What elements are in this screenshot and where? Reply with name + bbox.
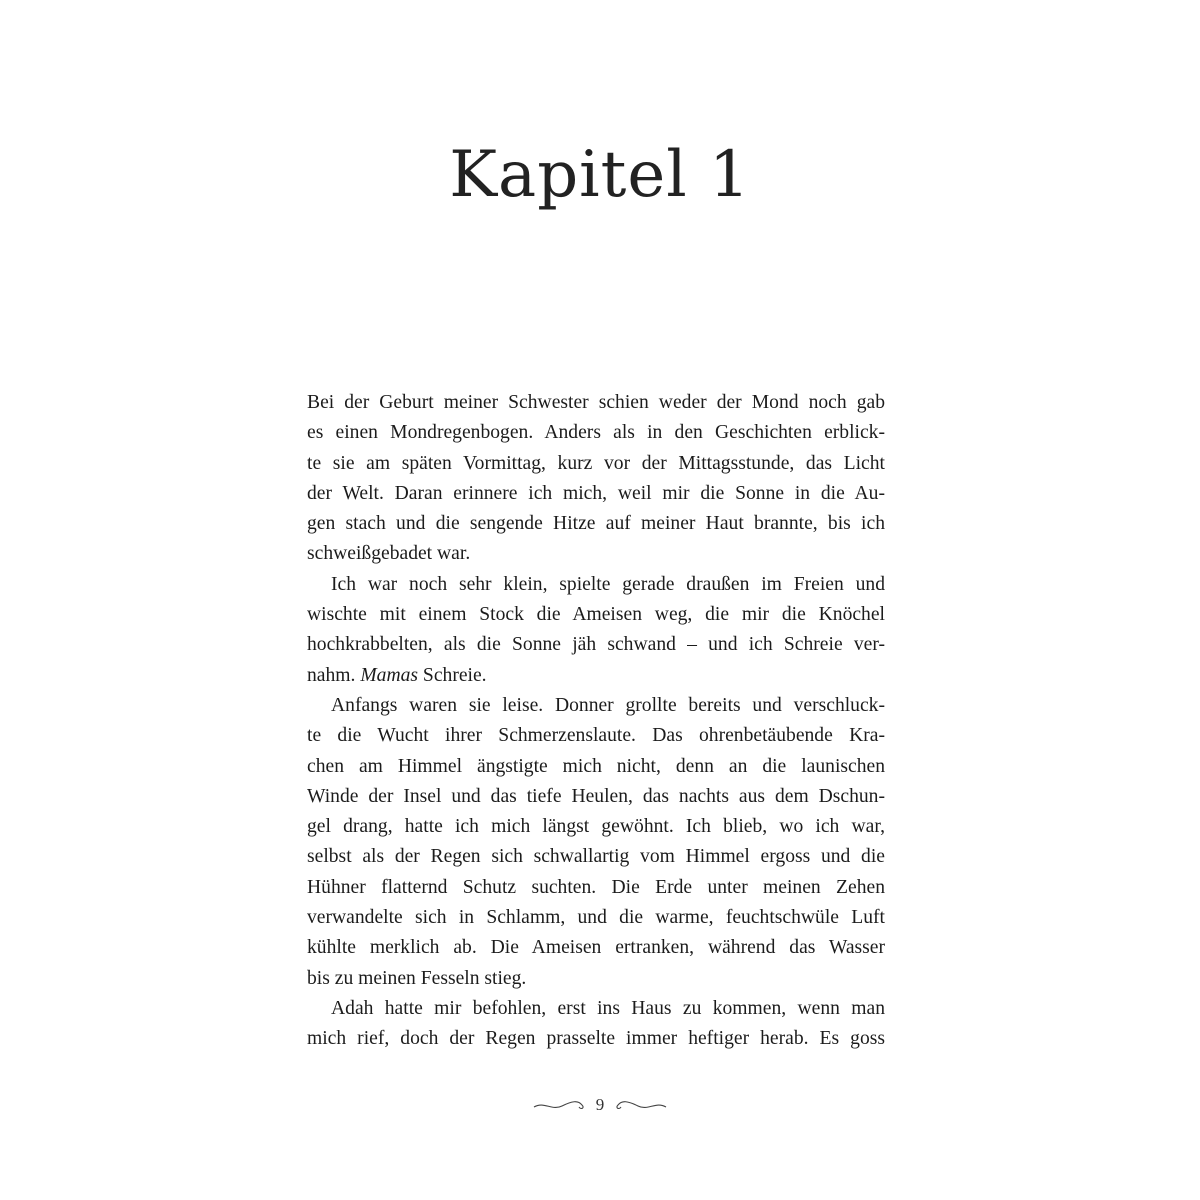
text-line: mich rief, doch der Regen prasselte immer heftiger herab. Es goss (307, 1028, 885, 1050)
text-fragment: nahm. (307, 664, 361, 686)
text-line (307, 661, 885, 691)
text-line: Hühner flatternd Schutz suchten. Die Erde unter meinen Zehen (307, 876, 885, 898)
text-line: verwandelte sich in Schlamm, und die warme, feuchtschwüle Luft (307, 907, 885, 929)
text-line: Bei der Geburt meiner Schwester schien weder der Mond noch gab (307, 392, 885, 413)
text-fragment: Schreie. (418, 664, 487, 686)
text-line: gen stach und die sengende Hitze auf meiner Haut brannte, bis ich (307, 513, 885, 535)
text-line: wischte mit einem Stock die Ameisen weg, die mir die Knöchel (307, 604, 885, 626)
text-line: bis zu meinen Fesseln stieg. (307, 967, 527, 989)
page-number: 9 (595, 1095, 605, 1114)
text-line: hochkrabbelten, als die Sonne jäh schwand – und ich Schreie ver- (307, 634, 885, 656)
text-line: schweißgebadet war. (307, 543, 471, 565)
text-line: es einen Mondregenbogen. Anders als in den Geschichten erblick- (307, 422, 885, 444)
text-line: Adah hatte mir befohlen, erst ins Haus zu kommen, wenn man (331, 997, 885, 1019)
italic-word: Mamas (360, 664, 419, 686)
text-line: chen am Himmel ängstigte mich nicht, denn an die launischen (307, 755, 885, 777)
text-line: te die Wucht ihrer Schmerzenslaute. Das ohrenbetäubende Kra- (307, 725, 885, 747)
body-text (307, 388, 885, 1055)
text-line: Anfangs waren sie leise. Donner grollte bereits und verschluck- (331, 694, 885, 716)
swirl-ornament-left-icon (532, 1098, 588, 1112)
text-line: te sie am späten Vormittag, kurz vor der Mittagsstunde, das Licht (307, 452, 885, 474)
chapter-title: Kapitel 1 (449, 138, 751, 212)
text-line: Ich war noch sehr klein, spielte gerade draußen im Freien und (331, 573, 885, 595)
text-line: Winde der Insel und das tiefe Heulen, das nachts aus dem Dschun- (307, 785, 885, 807)
swirl-ornament-right-icon (612, 1098, 668, 1112)
text-line: der Welt. Daran erinnere ich mich, weil mir die Sonne in die Au- (307, 482, 885, 504)
text-line: selbst als der Regen sich schwallartig vom Himmel ergoss und die (307, 846, 885, 868)
page-footer (0, 1093, 1200, 1117)
text-line: kühlte merklich ab. Die Ameisen ertranken, während das Wasser (307, 937, 885, 959)
text-line: gel drang, hatte ich mich längst gewöhnt. Ich blieb, wo ich war, (307, 816, 885, 838)
